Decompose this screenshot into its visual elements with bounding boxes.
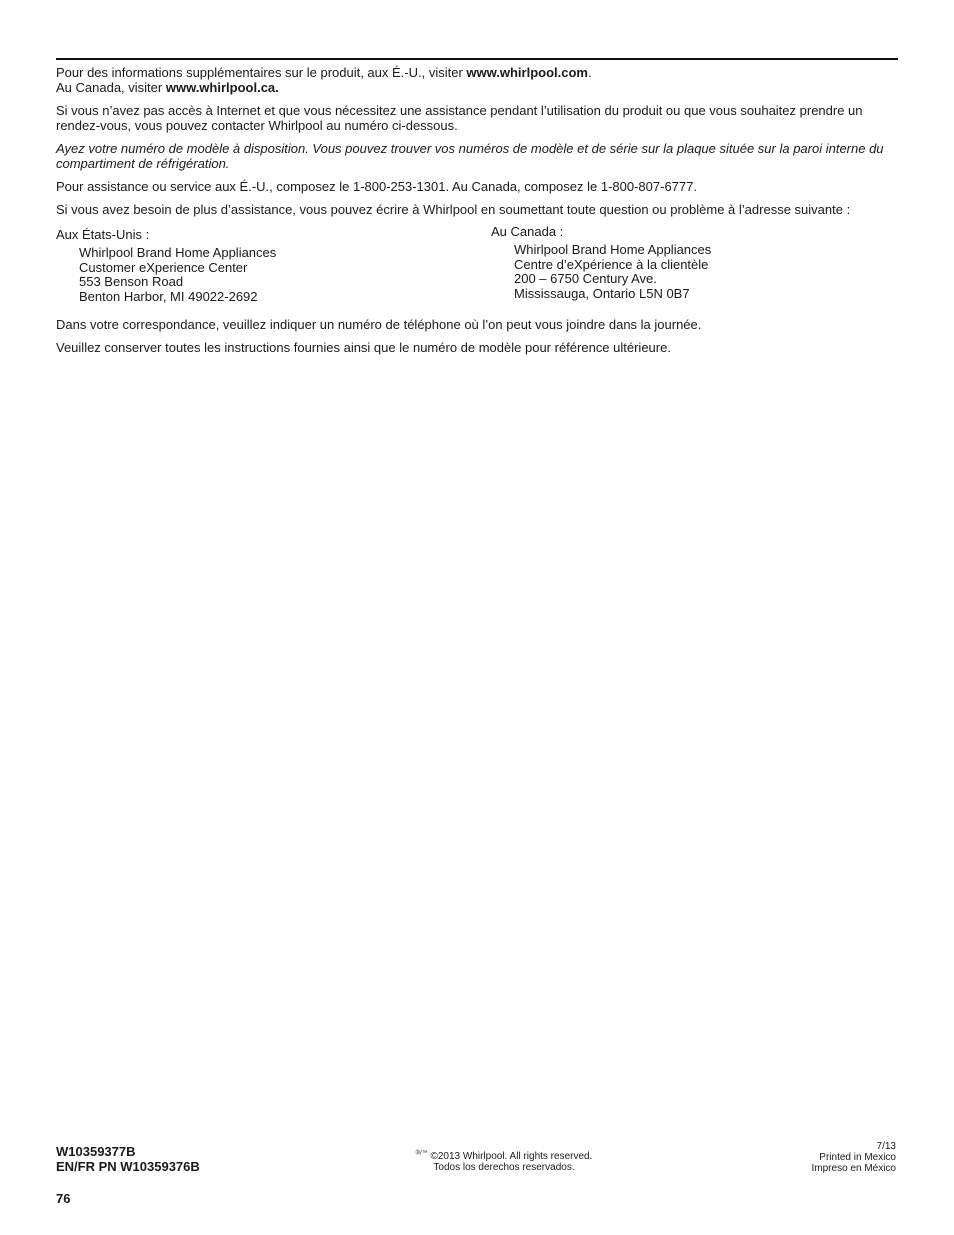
address-ca-line: Centre d’eXpérience à la clientèle [514, 256, 709, 272]
whirlpool-com-link[interactable]: www.whirlpool.com [466, 65, 588, 80]
address-us-line: Customer eXperience Center [79, 259, 248, 275]
address-us-line: Benton Harbor, MI 49022-2692 [79, 288, 258, 304]
address-us-label: Aux États-Unis : [56, 227, 150, 242]
rights-reserved-es: Todos los derechos reservados. [433, 1162, 575, 1173]
address-ca-line: Whirlpool Brand Home Appliances [514, 242, 712, 257]
address-ca-block [491, 243, 891, 301]
address-us-line: 553 Benson Road [79, 274, 184, 289]
address-columns [56, 225, 896, 311]
document-body [56, 65, 896, 363]
en-fr-part-number: EN/FR PN W10359376B [56, 1159, 200, 1174]
address-ca-line: Mississauga, Ontario L5N 0B7 [514, 285, 690, 301]
top-rule [56, 58, 898, 60]
address-ca-line: 200 – 6750 Century Ave. [514, 271, 657, 286]
intro-paragraph [56, 65, 896, 95]
model-number-paragraph: Ayez votre numéro de modèle à disposition. Vous pouvez trouver vos numéros de modèle et de série sur la plaque située sur la paroi interne du compartiment de réfrigération. [56, 141, 884, 171]
address-us-line: Whirlpool Brand Home Appliances [79, 245, 277, 260]
keep-instructions-paragraph: Veuillez conserver toutes les instructions fournies ainsi que le numéro de modèle pour référence ultérieure. [56, 340, 671, 355]
copyright-text: ©2013 Whirlpool. All rights reserved. [427, 1151, 593, 1162]
no-internet-paragraph: Si vous n’avez pas accès à Internet et que vous nécessitez une assistance pendant l’utilisation du produit ou que vous souhaitez prendre un rendez-vous, vous pouvez contacter Whirlpool au numéro ci-dessous. [56, 103, 863, 133]
address-canada [491, 224, 891, 301]
whirlpool-ca-link[interactable]: www.whirlpool.ca. [165, 80, 279, 95]
printed-in-es: Impreso en México [811, 1163, 896, 1174]
write-paragraph: Si vous avez besoin de plus d’assistance, vous pouvez écrire à Whirlpool en soumettant toute question ou problème à l’adresse suivante : [56, 202, 851, 217]
intro-line1-suffix: . [587, 65, 592, 80]
intro-line1-text: Pour des informations supplémentaires sur le produit, aux É.-U., visiter [56, 65, 467, 80]
address-ca-label: Au Canada : [491, 224, 564, 239]
footer-print-info [812, 1141, 896, 1174]
footer-part-numbers [56, 1144, 200, 1174]
page-number: 76 [56, 1191, 71, 1206]
printed-in-en: Printed in Mexico [819, 1152, 896, 1163]
phone-paragraph: Pour assistance ou service aux É.-U., composez le 1-800-253-1301. Au Canada, composez le 1-800-807-6777. [56, 179, 697, 194]
intro-line2-text: Au Canada, visiter [56, 80, 166, 95]
correspondence-paragraph: Dans votre correspondance, veuillez indiquer un numéro de téléphone où l’on peut vous joindre dans la journée. [56, 317, 702, 332]
trademark-symbols: ®/™ [415, 1150, 428, 1157]
print-date: 7/13 [876, 1141, 896, 1152]
address-us-block [56, 246, 476, 304]
address-us [56, 227, 476, 304]
part-number: W10359377B [56, 1144, 136, 1159]
footer-copyright [404, 1151, 604, 1173]
